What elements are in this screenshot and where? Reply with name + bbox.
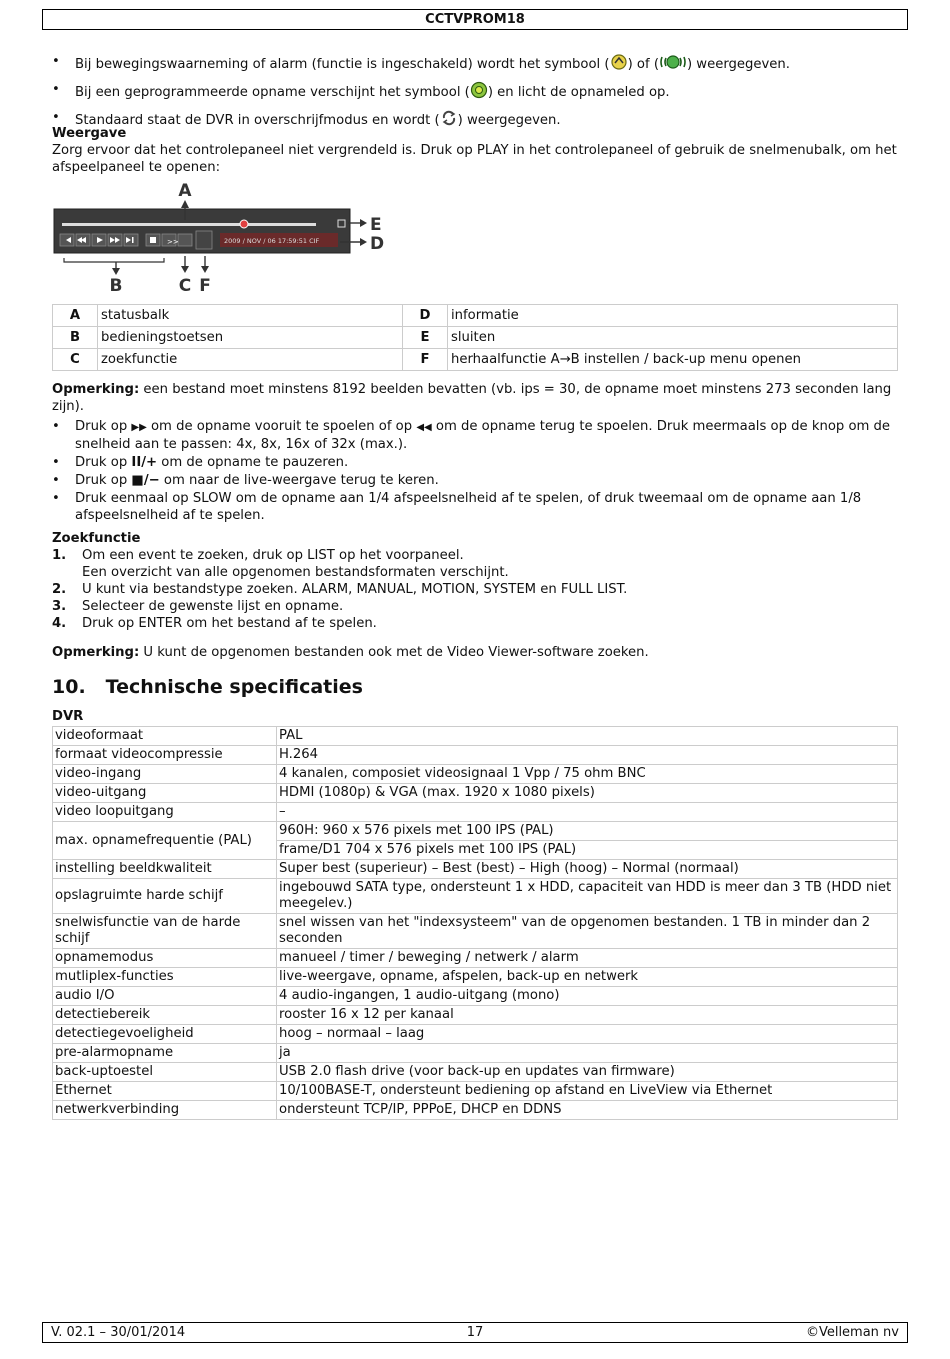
table-row bbox=[53, 860, 898, 879]
page-header bbox=[42, 9, 908, 30]
stop-icon: ■/− bbox=[131, 473, 160, 488]
weergave-section bbox=[52, 125, 902, 176]
label-c: C bbox=[178, 276, 192, 296]
spec-value: Super best (superieur) – Best (best) – High (hoog) – Normal (normaal) bbox=[277, 860, 898, 879]
spec-key: audio I/O bbox=[53, 987, 277, 1006]
page-number: 17 bbox=[466, 1325, 484, 1340]
table-row bbox=[53, 746, 898, 765]
label-b: B bbox=[109, 276, 123, 296]
spec-value: ingebouwd SATA type, ondersteunt 1 x HDD, capaciteit van HDD is meer dan 3 TB (HDD niet meegelev.) bbox=[277, 879, 898, 914]
spec-key: pre-alarmopname bbox=[53, 1044, 277, 1063]
table-row bbox=[53, 784, 898, 803]
list-item: • Druk op ■/− om naar de live-weergave terug te keren. bbox=[52, 472, 902, 489]
table-row: B bedieningstoetsen E sluiten bbox=[53, 327, 898, 349]
spec-value: HDMI (1080p) & VGA (max. 1920 x 1080 pixels) bbox=[277, 784, 898, 803]
spec-value: snel wissen van het "indexsysteem" van de opgenomen bestanden. 1 TB in minder dan 2 seconden bbox=[277, 914, 898, 949]
spec-value: manueel / timer / beweging / netwerk / alarm bbox=[277, 949, 898, 968]
spec-key: opnamemodus bbox=[53, 949, 277, 968]
dvr-label: DVR bbox=[52, 709, 84, 724]
label-a: A bbox=[178, 181, 192, 201]
label-d: D bbox=[370, 234, 385, 254]
spec-key: instelling beeldkwaliteit bbox=[53, 860, 277, 879]
table-row bbox=[53, 1006, 898, 1025]
spec-value: PAL bbox=[277, 727, 898, 746]
list-item: • Standaard staat de DVR in overschrijfmodus en wordt ( ) weergegeven. bbox=[52, 109, 902, 132]
specs-table bbox=[52, 726, 898, 1120]
list-item: • Druk eenmaal op SLOW om de opname aan 1/4 afspeelsnelheid af te spelen, of druk tweemaal om de opname aan 1/8 afspeelsnelheid af te spelen. bbox=[52, 490, 902, 524]
table-row bbox=[53, 803, 898, 822]
paragraph: Zorg ervoor dat het controlepaneel niet vergrendeld is. Druk op PLAY in het controlepaneel of gebruik de snelmenubalk, om het afspeelpaneel te openen: bbox=[52, 143, 897, 175]
table-row bbox=[53, 914, 898, 949]
table-row bbox=[53, 987, 898, 1006]
section-heading: Weergave bbox=[52, 126, 127, 141]
opmerking-1: Opmerking: een bestand moet minstens 8192 beelden bevatten (vb. ips = 30, de opname moet minstens 273 seconden lang zijn). bbox=[52, 382, 892, 414]
table-row bbox=[53, 949, 898, 968]
playback-panel-figure bbox=[52, 178, 392, 298]
table-row bbox=[53, 1025, 898, 1044]
spec-key: formaat videocompressie bbox=[53, 746, 277, 765]
pause-icon: II/+ bbox=[131, 455, 158, 470]
spec-key: detectiegevoeligheid bbox=[53, 1025, 277, 1044]
svg-text:>>: >> bbox=[167, 238, 179, 246]
alarm-icon bbox=[659, 53, 687, 76]
spec-key: snelwisfunctie van de harde schijf bbox=[53, 914, 277, 949]
panel-info-text: 2009 / NOV / 06 17:59:51 CIF bbox=[224, 237, 320, 245]
zoekfunctie-section bbox=[52, 530, 902, 632]
footer-copyright: ©Velleman nv bbox=[805, 1325, 899, 1340]
list-item: • Druk op ▶▶ om de opname vooruit te spoelen of op ◀◀ om de opname terug te spoelen. Druk meermaals op de knop om de snelheid aan te passen: 4x, 8x, 16x of 32x (max.). bbox=[52, 418, 902, 453]
label-e: E bbox=[370, 215, 382, 235]
table-row bbox=[53, 879, 898, 914]
play-bullets bbox=[52, 418, 902, 525]
record-icon bbox=[470, 81, 488, 104]
fast-forward-icon: ▶▶ bbox=[131, 422, 147, 433]
table-row bbox=[53, 968, 898, 987]
spec-key: video-ingang bbox=[53, 765, 277, 784]
spec-value: ondersteunt TCP/IP, PPPoE, DHCP en DDNS bbox=[277, 1101, 898, 1120]
table-row: C zoekfunctie F herhaalfunctie A→B instellen / back-up menu openen bbox=[53, 349, 898, 371]
spec-key: video loopuitgang bbox=[53, 803, 277, 822]
spec-value: – bbox=[277, 803, 898, 822]
table-row bbox=[53, 765, 898, 784]
spec-value: 4 kanalen, composiet videosignaal 1 Vpp / 75 ohm BNC bbox=[277, 765, 898, 784]
table-row bbox=[53, 727, 898, 746]
spec-value: 960H: 960 x 576 pixels met 100 IPS (PAL) bbox=[277, 822, 898, 841]
spec-value: 4 audio-ingangen, 1 audio-uitgang (mono) bbox=[277, 987, 898, 1006]
spec-value: hoog – normaal – laag bbox=[277, 1025, 898, 1044]
spec-value: rooster 16 x 12 per kanaal bbox=[277, 1006, 898, 1025]
list-item: • Bij bewegingswaarneming of alarm (functie is ingeschakeld) wordt het symbool ( ) of ( ) weergegeven. bbox=[52, 53, 902, 76]
spec-key: video-uitgang bbox=[53, 784, 277, 803]
footer-version: V. 02.1 – 30/01/2014 bbox=[51, 1325, 186, 1340]
table-row bbox=[53, 1063, 898, 1082]
spec-key: Ethernet bbox=[53, 1082, 277, 1101]
spec-key: opslagruimte harde schijf bbox=[53, 879, 277, 914]
page-footer bbox=[42, 1322, 908, 1343]
table-row bbox=[53, 1101, 898, 1120]
section-heading: Zoekfunctie bbox=[52, 531, 141, 546]
list-item: 1. Om een event te zoeken, druk op LIST op het voorpaneel. Een overzicht van alle opgenomen bestandsformaten verschijnt. bbox=[52, 548, 509, 580]
list-item: • Druk op II/+ om de opname te pauzeren. bbox=[52, 454, 902, 471]
spec-key: max. opnamefrequentie (PAL) bbox=[53, 822, 277, 860]
spec-key: videoformaat bbox=[53, 727, 277, 746]
spec-value: 10/100BASE-T, ondersteunt bediening op afstand en LiveView via Ethernet bbox=[277, 1082, 898, 1101]
spec-value: USB 2.0 flash drive (voor back-up en updates van firmware) bbox=[277, 1063, 898, 1082]
list-item: 3. Selecteer de gewenste lijst en opname. bbox=[52, 599, 344, 614]
header-title: CCTVPROM18 bbox=[425, 12, 525, 27]
spec-value: live-weergave, opname, afspelen, back-up en netwerk bbox=[277, 968, 898, 987]
spec-key: back-uptoestel bbox=[53, 1063, 277, 1082]
table-row bbox=[53, 822, 898, 841]
spec-key: detectiebereik bbox=[53, 1006, 277, 1025]
label-f: F bbox=[199, 276, 211, 296]
section-title: 10. Technische specificaties bbox=[52, 676, 363, 698]
spec-value: frame/D1 704 x 576 pixels met 100 IPS (PAL) bbox=[277, 841, 898, 860]
motion-icon bbox=[610, 53, 628, 76]
rewind-icon: ◀◀ bbox=[416, 422, 432, 433]
spec-key: mutliplex-functies bbox=[53, 968, 277, 987]
list-item: 2. U kunt via bestandstype zoeken. ALARM, MANUAL, MOTION, SYSTEM en FULL LIST. bbox=[52, 582, 628, 597]
table-row bbox=[53, 1044, 898, 1063]
table-row: A statusbalk D informatie bbox=[53, 305, 898, 327]
table-row bbox=[53, 1082, 898, 1101]
spec-value: ja bbox=[277, 1044, 898, 1063]
legend-table bbox=[52, 304, 898, 371]
opmerking-2: Opmerking: U kunt de opgenomen bestanden ook met de Video Viewer-software zoeken. bbox=[52, 645, 649, 660]
spec-value: H.264 bbox=[277, 746, 898, 765]
spec-key: netwerkverbinding bbox=[53, 1101, 277, 1120]
list-item: 4. Druk op ENTER om het bestand af te spelen. bbox=[52, 616, 377, 631]
list-item: • Bij een geprogrammeerde opname verschijnt het symbool ( ) en licht de opnameled op. bbox=[52, 81, 902, 104]
